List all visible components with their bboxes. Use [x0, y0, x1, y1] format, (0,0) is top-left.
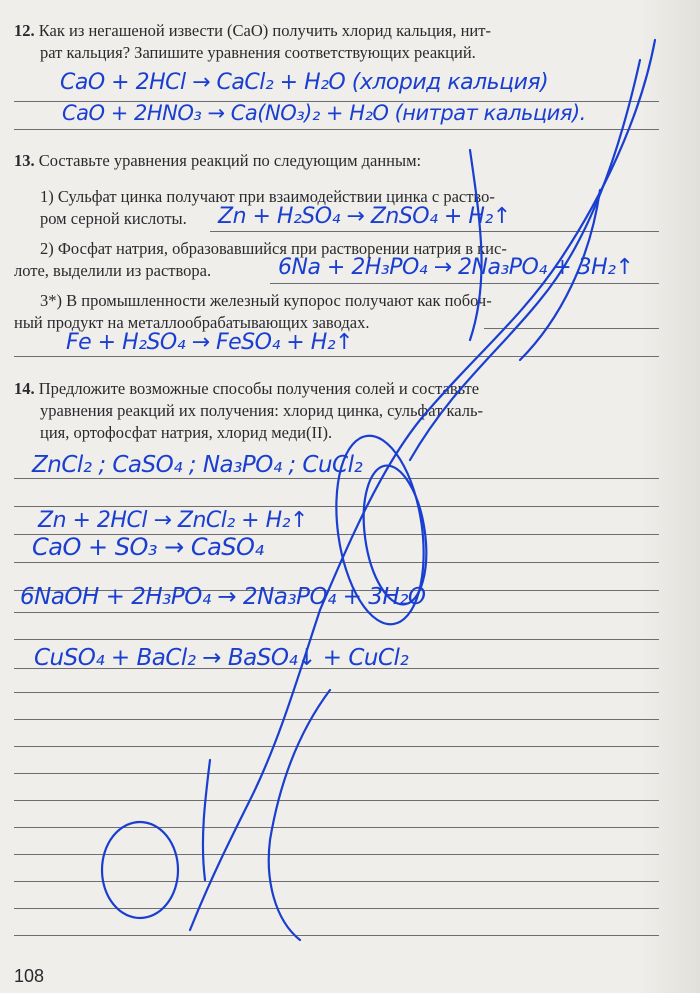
handwritten-answer: CaO + 2HNO₃ → Ca(NO₃)₂ + H₂O (нитрат кальция). — [62, 101, 586, 125]
handwritten-answer: ZnCl₂ ; CaSO₄ ; Na₃PO₄ ; CuCl₂ — [32, 452, 363, 478]
scribble-stroke — [190, 40, 655, 930]
answer-line — [14, 562, 659, 563]
answer-line — [14, 719, 659, 720]
answer-line — [14, 506, 659, 507]
bleed-through-shadow — [640, 0, 700, 993]
handwritten-answer: CuSO₄ + BaCl₂ → BaSO₄↓ + CuCl₂ — [34, 645, 409, 671]
answer-line — [14, 612, 659, 613]
answer-line — [14, 773, 659, 774]
handwritten-answer: Zn + H₂SO₄ → ZnSO₄ + H₂↑ — [218, 204, 511, 229]
answer-line — [484, 328, 659, 329]
task-text: 1) Сульфат цинка получают при взаимодействии цинка с раство- — [40, 187, 495, 206]
handwritten-answer: 6Na + 2H₃PO₄ → 2Na₃PO₄ + 3H₂↑ — [278, 255, 634, 280]
task-number: 13. — [14, 151, 35, 170]
handwritten-answer: Fe + H₂SO₄ → FeSO₄ + H₂↑ — [66, 330, 353, 355]
answer-line — [14, 478, 659, 479]
handwritten-answer: CaO + SO₃ → CaSO₄ — [32, 533, 264, 561]
task-text: Предложите возможные способы получения солей и составьте — [38, 379, 480, 398]
answer-line — [270, 283, 659, 284]
handwritten-answer: Zn + 2HCl → ZnCl₂ + H₂↑ — [38, 508, 308, 533]
task-14 — [14, 378, 659, 444]
answer-line — [14, 854, 659, 855]
task-text: Как из негашеной извести (CaO) получить хлорид кальция, нит- — [38, 21, 491, 40]
task-text: 2) Фосфат натрия, образовавшийся при растворении натрия в кис- — [40, 239, 507, 258]
task-13 — [14, 150, 659, 172]
answer-line — [14, 692, 659, 693]
task-number: 12. — [14, 21, 35, 40]
scribble-stroke — [203, 760, 210, 880]
answer-line — [14, 881, 659, 882]
page-number: 108 — [14, 966, 45, 986]
task-text: уравнения реакций их получения: хлорид цинка, сульфат каль- — [40, 401, 483, 420]
task-text: лоте, выделили из раствора. — [14, 261, 212, 280]
task-text: ром серной кислоты. — [40, 209, 187, 228]
scribble-stroke — [269, 690, 330, 940]
handwritten-answer: 6NaOH + 2H₃PO₄ → 2Na₃PO₄ + 3H₂O — [20, 584, 426, 610]
answer-line — [14, 800, 659, 801]
answer-line — [14, 639, 659, 640]
answer-line — [14, 935, 659, 936]
task-number: 14. — [14, 379, 35, 398]
task-text: Составьте уравнения реакций по следующим данным: — [38, 151, 422, 170]
answer-line — [14, 746, 659, 747]
answer-line — [14, 356, 659, 357]
answer-line — [14, 827, 659, 828]
handwritten-answer: CaO + 2HCl → CaCl₂ + H₂O (хлорид кальция) — [60, 70, 549, 95]
scribble-loop — [102, 822, 178, 918]
task-12 — [14, 20, 659, 64]
task-text: рат кальция? Запишите уравнения соответствующих реакций. — [40, 43, 476, 62]
task-text: 3*) В промышленности железный купорос получают как побоч- — [40, 291, 492, 310]
answer-line — [14, 908, 659, 909]
answer-line — [210, 231, 659, 232]
task-text: ный продукт на металлообрабатывающих заводах. — [14, 313, 370, 332]
task-text: ция, ортофосфат натрия, хлорид меди(II). — [40, 423, 333, 442]
answer-line — [14, 129, 659, 130]
